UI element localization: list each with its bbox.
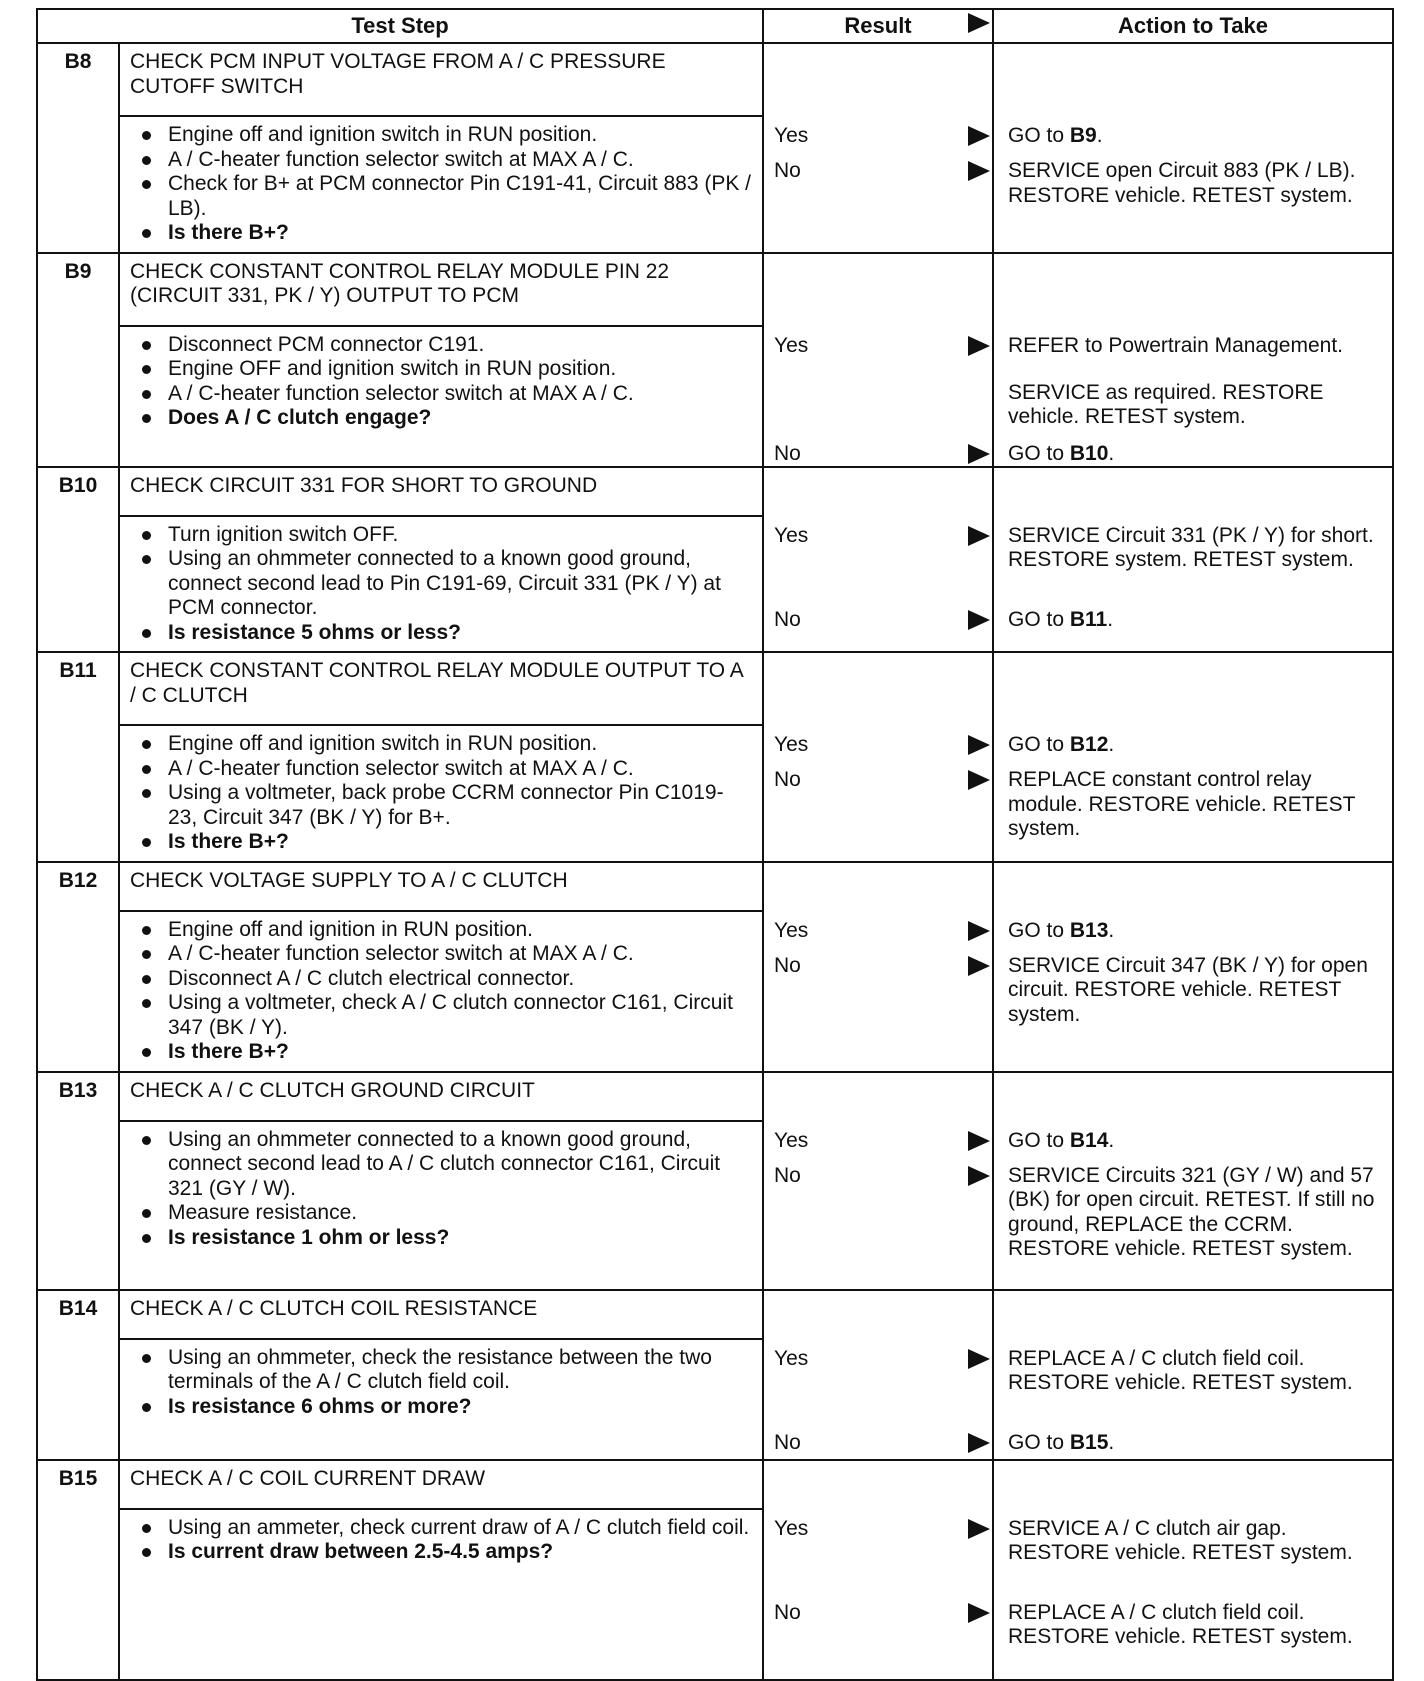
- instruction-item: [130, 172, 752, 221]
- instruction-text: A / C-heater function selector switch at MAX A / C.: [168, 381, 634, 405]
- action-text-suffix: .: [1096, 124, 1103, 147]
- bullet-icon: [142, 975, 151, 984]
- question-text: Does A / C clutch engage?: [168, 406, 432, 429]
- arrow-right-icon: [968, 1166, 990, 1186]
- step-actions: [993, 1290, 1393, 1460]
- instruction-item: [130, 1128, 752, 1202]
- instruction-text: A / C-heater function selector switch at MAX A / C.: [168, 942, 634, 965]
- action-text-suffix: .: [1108, 1128, 1115, 1152]
- result-label: No: [774, 607, 801, 631]
- step-results: [763, 43, 993, 253]
- action-text-block: [1008, 1601, 1388, 1650]
- action-step-ref: B10: [1069, 441, 1109, 465]
- header-row: [37, 9, 1393, 43]
- arrow-right-icon: [968, 770, 990, 790]
- step-instructions: [119, 516, 763, 653]
- action-text: SERVICE A / C clutch air gap. RESTORE vehicle. RETEST system.: [1008, 1516, 1353, 1564]
- instruction-question: [130, 406, 752, 431]
- step-id: B14: [37, 1290, 119, 1339]
- action-text-block: [1008, 159, 1388, 208]
- step-title-row: [37, 43, 1393, 116]
- action-text: SERVICE Circuit 331 (PK / Y) for short. RESTORE system. RETEST system.: [1008, 523, 1374, 571]
- action-text-block: [1008, 1517, 1388, 1566]
- instruction-item: [130, 547, 752, 621]
- result-label: No: [774, 441, 801, 465]
- action-text: REPLACE A / C clutch field coil. RESTORE vehicle. RETEST system.: [1008, 1346, 1353, 1394]
- action-text-block: [1008, 919, 1388, 944]
- instruction-text: Using a voltmeter, back probe CCRM connector Pin C1019-23, Circuit 347 (BK / Y) for B+.: [168, 781, 724, 829]
- result-line: [764, 919, 992, 944]
- instruction-text: Using a voltmeter, check A / C clutch connector C161, Circuit 347 (BK / Y).: [168, 991, 733, 1039]
- step-id-spacer: [37, 116, 119, 253]
- instruction-item: [130, 991, 752, 1040]
- instruction-text: Check for B+ at PCM connector Pin C191-41, Circuit 883 (PK / LB).: [168, 172, 752, 220]
- instruction-question: [130, 830, 752, 855]
- instruction-question: [130, 1040, 752, 1065]
- header-result: [763, 9, 993, 43]
- step-results: [763, 1072, 993, 1290]
- action-text: GO to: [1008, 124, 1070, 147]
- instruction-item: [130, 123, 752, 148]
- step-results: [763, 467, 993, 653]
- result-label: No: [774, 1600, 801, 1624]
- step-title-row: [37, 862, 1393, 911]
- result-label: No: [774, 1430, 801, 1454]
- instruction-text: Using an ohmmeter connected to a known good ground, connect second lead to A / C clutch connector C161, Circuit 321 (GY / W).: [168, 1127, 721, 1200]
- instruction-item: [130, 333, 752, 358]
- instruction-item: [130, 732, 752, 757]
- question-text: Is there B+?: [168, 830, 289, 853]
- instruction-list: [130, 1128, 752, 1251]
- bullet-icon: [142, 740, 151, 749]
- step-actions: [993, 253, 1393, 467]
- instruction-list: [130, 1346, 752, 1420]
- action-text-suffix: .: [1108, 733, 1115, 756]
- step-instructions: [119, 116, 763, 253]
- step-id-spacer: [37, 1121, 119, 1290]
- bullet-icon: [142, 838, 151, 847]
- question-text: Is current draw between 2.5-4.5 amps?: [168, 1540, 554, 1563]
- instruction-text: Turn ignition switch OFF.: [168, 522, 399, 546]
- bullet-icon: [142, 156, 151, 165]
- action-text-block: [1008, 334, 1388, 359]
- step-results: [763, 1290, 993, 1460]
- bullet-icon: [142, 1048, 151, 1057]
- instruction-text: Disconnect PCM connector C191.: [168, 332, 485, 356]
- result-line: [764, 768, 992, 793]
- instruction-text: Using an ohmmeter connected to a known good ground, connect second lead to Pin C191-69, Circuit 331 (PK / Y) at PCM connector.: [168, 547, 721, 619]
- result-label: Yes: [774, 1346, 809, 1370]
- step-id-spacer: [37, 725, 119, 862]
- header-action: Action to Take: [993, 9, 1393, 43]
- action-text: GO to: [1008, 1430, 1070, 1454]
- bullet-icon: [142, 180, 151, 189]
- result-line: [764, 1601, 992, 1626]
- step-id: B12: [37, 862, 119, 911]
- instruction-text: A / C-heater function selector switch at MAX A / C.: [168, 147, 634, 171]
- step-instructions: [119, 1121, 763, 1290]
- bullet-icon: [142, 531, 151, 540]
- step-id: B13: [37, 1072, 119, 1121]
- instruction-item: [130, 1201, 752, 1226]
- action-step-ref: B15: [1069, 1430, 1109, 1454]
- step-results: [763, 862, 993, 1072]
- instruction-item: [130, 148, 752, 173]
- step-title-row: [37, 467, 1393, 516]
- header-result-label: Result: [844, 12, 912, 38]
- arrow-right-icon: [968, 1519, 990, 1539]
- instruction-question: [130, 621, 752, 646]
- action-text-block: [1008, 381, 1388, 430]
- step-actions: [993, 43, 1393, 253]
- instruction-item: [130, 357, 752, 382]
- result-line: [764, 608, 992, 633]
- instruction-question: [130, 221, 752, 246]
- action-text: REPLACE A / C clutch field coil. RESTORE vehicle. RETEST system.: [1008, 1600, 1353, 1648]
- step-id: B10: [37, 467, 119, 516]
- action-text-suffix: .: [1108, 441, 1115, 465]
- action-text: GO to: [1008, 607, 1070, 631]
- result-label: Yes: [774, 333, 809, 357]
- result-line: [764, 524, 992, 549]
- result-line: [764, 954, 992, 979]
- bullet-icon: [142, 390, 151, 399]
- arrow-right-icon: [968, 610, 990, 630]
- instruction-question: [130, 1226, 752, 1251]
- action-text: GO to: [1008, 733, 1070, 756]
- step-title: CHECK A / C COIL CURRENT DRAW: [119, 1460, 763, 1509]
- action-text-block: [1008, 768, 1388, 842]
- instruction-item: [130, 757, 752, 782]
- step-id: B15: [37, 1460, 119, 1509]
- action-text-block: [1008, 124, 1388, 149]
- bullet-icon: [142, 1136, 151, 1145]
- action-text-block: [1008, 733, 1388, 758]
- table-body: [37, 43, 1393, 1680]
- instruction-list: [130, 333, 752, 431]
- arrow-right-icon: [968, 1433, 990, 1453]
- action-text: GO to: [1008, 918, 1070, 942]
- result-label: No: [774, 953, 801, 977]
- bullet-icon: [142, 131, 151, 140]
- step-title: CHECK CIRCUIT 331 FOR SHORT TO GROUND: [119, 467, 763, 516]
- instruction-list: [130, 1516, 752, 1565]
- action-text: GO to: [1008, 1128, 1070, 1152]
- step-results: [763, 1460, 993, 1680]
- bullet-icon: [142, 555, 151, 564]
- step-actions: [993, 1460, 1393, 1680]
- arrow-right-icon: [968, 921, 990, 941]
- step-title: CHECK PCM INPUT VOLTAGE FROM A / C PRESSURE CUTOFF SWITCH: [119, 43, 763, 116]
- bullet-icon: [142, 414, 151, 423]
- action-step-ref: B13: [1069, 918, 1109, 942]
- step-instructions: [119, 1339, 763, 1460]
- step-id-spacer: [37, 326, 119, 467]
- step-title: CHECK A / C CLUTCH GROUND CIRCUIT: [119, 1072, 763, 1121]
- action-text-block: [1008, 954, 1388, 1028]
- question-text: Is resistance 6 ohms or more?: [168, 1394, 472, 1418]
- arrow-right-icon: [968, 735, 990, 755]
- step-results: [763, 652, 993, 862]
- step-title-row: [37, 1072, 1393, 1121]
- instruction-text: Using an ammeter, check current draw of A / C clutch field coil.: [168, 1515, 750, 1539]
- step-actions: [993, 862, 1393, 1072]
- result-line: [764, 1517, 992, 1542]
- action-text-block: [1008, 1431, 1388, 1456]
- bullet-icon: [142, 341, 151, 350]
- bullet-icon: [142, 1524, 151, 1533]
- instruction-text: Engine off and ignition in RUN position.: [168, 917, 534, 941]
- arrow-right-icon: [968, 956, 990, 976]
- instruction-list: [130, 732, 752, 855]
- action-step-ref: B12: [1069, 733, 1109, 756]
- bullet-icon: [142, 229, 151, 238]
- result-label: Yes: [774, 733, 809, 756]
- result-line: [764, 124, 992, 149]
- step-id: B8: [37, 43, 119, 116]
- result-line: [764, 1347, 992, 1372]
- instruction-question: [130, 1395, 752, 1420]
- instruction-text: Engine off and ignition switch in RUN position.: [168, 123, 598, 146]
- result-label: Yes: [774, 918, 809, 942]
- step-id: B11: [37, 652, 119, 725]
- bullet-icon: [142, 1234, 151, 1243]
- action-text-block: [1008, 1164, 1388, 1262]
- result-label: Yes: [774, 1128, 809, 1152]
- result-label: Yes: [774, 523, 809, 547]
- bullet-icon: [142, 950, 151, 959]
- action-text-block: [1008, 524, 1388, 573]
- arrow-right-icon: [968, 444, 990, 464]
- result-line: [764, 1164, 992, 1189]
- bullet-icon: [142, 789, 151, 798]
- action-text: GO to: [1008, 441, 1070, 465]
- action-text-block: [1008, 1347, 1388, 1396]
- result-line: [764, 1431, 992, 1456]
- step-id-spacer: [37, 1509, 119, 1680]
- action-text: SERVICE Circuit 347 (BK / Y) for open circuit. RESTORE vehicle. RETEST system.: [1008, 953, 1368, 1026]
- instruction-item: [130, 967, 752, 992]
- action-text-block: [1008, 608, 1388, 633]
- step-id: B9: [37, 253, 119, 326]
- bullet-icon: [142, 1354, 151, 1363]
- result-label: Yes: [774, 1516, 809, 1540]
- instruction-text: Engine OFF and ignition switch in RUN position.: [168, 357, 617, 380]
- bullet-icon: [142, 999, 151, 1008]
- action-text-block: [1008, 1129, 1388, 1154]
- instruction-text: Measure resistance.: [168, 1201, 358, 1224]
- arrow-right-icon: [968, 526, 990, 546]
- step-title: CHECK CONSTANT CONTROL RELAY MODULE PIN 22 (CIRCUIT 331, PK / Y) OUTPUT TO PCM: [119, 253, 763, 326]
- action-text-suffix: .: [1108, 1430, 1115, 1454]
- step-title-row: [37, 253, 1393, 326]
- instruction-list: [130, 523, 752, 646]
- action-text: SERVICE Circuits 321 (GY / W) and 57 (BK) for open circuit. RETEST. If still no ground, REPLACE the CCRM. RESTORE vehicle. RETEST system.: [1008, 1163, 1375, 1260]
- arrow-right-icon: [968, 161, 990, 181]
- action-step-ref: B11: [1069, 607, 1108, 631]
- instruction-question: [130, 1540, 752, 1565]
- step-title-row: [37, 1460, 1393, 1509]
- arrow-right-icon: [968, 1603, 990, 1623]
- instruction-list: [130, 123, 752, 246]
- bullet-icon: [142, 1209, 151, 1218]
- result-line: [764, 334, 992, 359]
- action-step-ref: B14: [1069, 1128, 1109, 1152]
- step-id-spacer: [37, 911, 119, 1072]
- question-text: Is resistance 5 ohms or less?: [168, 620, 461, 644]
- instruction-item: [130, 942, 752, 967]
- arrow-right-icon: [968, 1131, 990, 1151]
- instruction-item: [130, 382, 752, 407]
- action-text: SERVICE open Circuit 883 (PK / LB). RESTORE vehicle. RETEST system.: [1008, 159, 1356, 207]
- bullet-icon: [142, 765, 151, 774]
- step-instructions: [119, 725, 763, 862]
- action-text-suffix: .: [1108, 918, 1115, 942]
- action-text: REPLACE constant control relay module. RESTORE vehicle. RETEST system.: [1008, 768, 1356, 840]
- action-text-block: [1008, 442, 1388, 467]
- instruction-item: [130, 781, 752, 830]
- step-title-row: [37, 652, 1393, 725]
- result-line: [764, 733, 992, 758]
- step-results: [763, 253, 993, 467]
- step-title-row: [37, 1290, 1393, 1339]
- bullet-icon: [142, 629, 151, 638]
- diagnostic-table: [36, 8, 1394, 1681]
- step-instructions: [119, 911, 763, 1072]
- bullet-icon: [142, 926, 151, 935]
- action-text-suffix: .: [1107, 607, 1114, 631]
- result-line: [764, 1129, 992, 1154]
- result-label: No: [774, 159, 801, 182]
- step-instructions: [119, 1509, 763, 1680]
- bullet-icon: [142, 1403, 151, 1412]
- result-line: [764, 159, 992, 184]
- step-title: CHECK CONSTANT CONTROL RELAY MODULE OUTPUT TO A / C CLUTCH: [119, 652, 763, 725]
- instruction-text: A / C-heater function selector switch at MAX A / C.: [168, 756, 634, 780]
- action-step-ref: B9: [1069, 124, 1097, 147]
- step-instructions: [119, 326, 763, 467]
- bullet-icon: [142, 365, 151, 374]
- instruction-text: Using an ohmmeter, check the resistance between the two terminals of the A / C clutch field coil.: [168, 1345, 712, 1393]
- arrow-right-icon: [968, 336, 990, 356]
- instruction-item: [130, 523, 752, 548]
- result-line: [764, 442, 992, 467]
- question-text: Is there B+?: [168, 1040, 289, 1063]
- action-text: SERVICE as required. RESTORE vehicle. RETEST system.: [1008, 380, 1324, 428]
- arrow-right-icon: [968, 126, 990, 146]
- instruction-item: [130, 1516, 752, 1541]
- question-text: Is resistance 1 ohm or less?: [168, 1225, 450, 1249]
- action-text: REFER to Powertrain Management.: [1008, 333, 1343, 357]
- bullet-icon: [142, 1548, 151, 1557]
- diagnostic-table-sheet: [36, 8, 1392, 1681]
- result-label: Yes: [774, 124, 809, 147]
- instruction-item: [130, 1346, 752, 1395]
- step-title: CHECK A / C CLUTCH COIL RESISTANCE: [119, 1290, 763, 1339]
- arrow-right-icon: [968, 1349, 990, 1369]
- arrow-right-icon: [968, 13, 990, 33]
- step-id-spacer: [37, 1339, 119, 1460]
- instruction-text: Disconnect A / C clutch electrical connector.: [168, 966, 575, 990]
- step-actions: [993, 652, 1393, 862]
- instruction-text: Engine off and ignition switch in RUN position.: [168, 732, 598, 755]
- result-label: No: [774, 768, 801, 791]
- step-title: CHECK VOLTAGE SUPPLY TO A / C CLUTCH: [119, 862, 763, 911]
- step-actions: [993, 1072, 1393, 1290]
- instruction-list: [130, 918, 752, 1065]
- instruction-item: [130, 918, 752, 943]
- step-actions: [993, 467, 1393, 653]
- step-id-spacer: [37, 516, 119, 653]
- result-label: No: [774, 1163, 801, 1187]
- question-text: Is there B+?: [168, 221, 289, 244]
- header-test-step: Test Step: [37, 9, 763, 43]
